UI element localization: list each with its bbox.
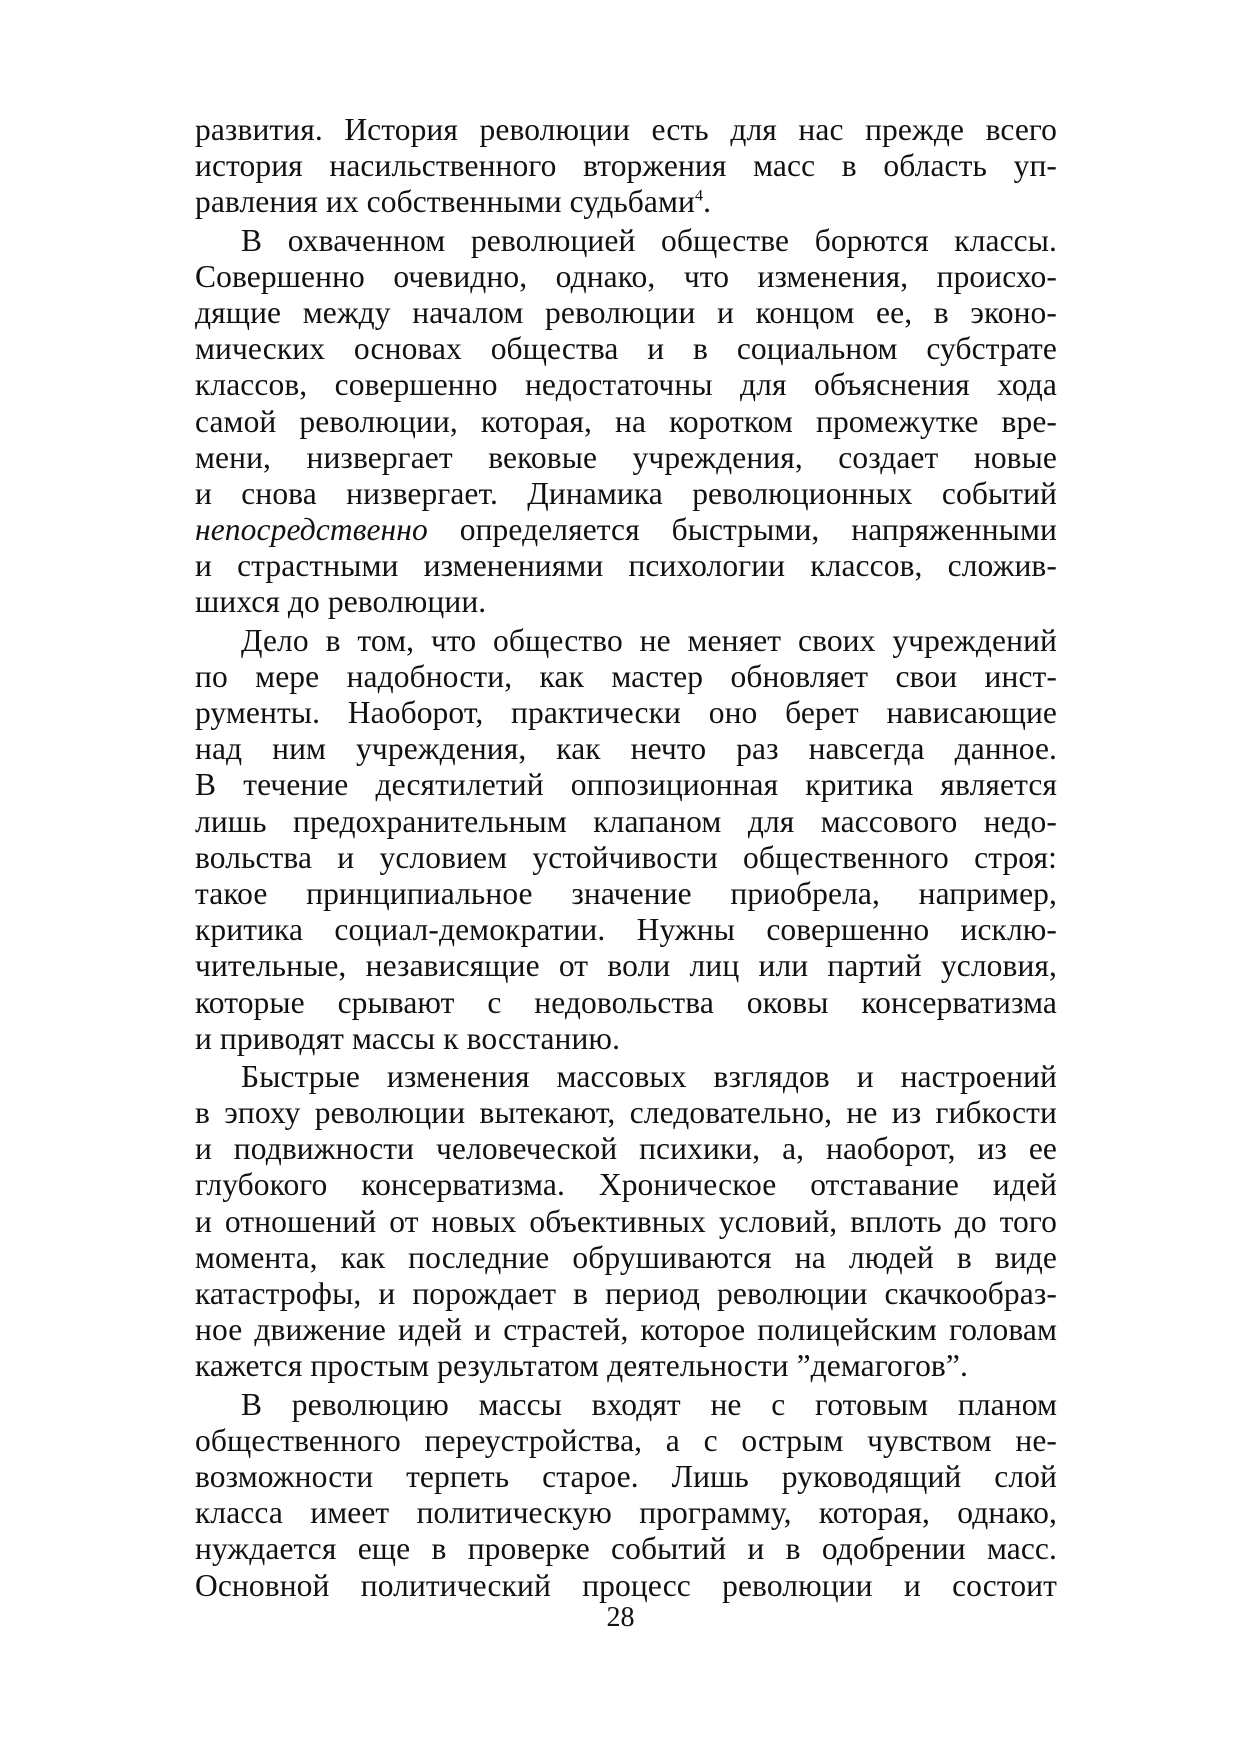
text-line: самой революции, которая, на коротком промежутке вре- (195, 403, 1057, 439)
text-line: шихся до революции. (195, 584, 487, 620)
emphasized-word: непосредственно (195, 512, 428, 548)
text-line: такое принципиальное значение приобрела, например, (195, 875, 1057, 911)
text-line: вольства и условием устойчивости общественного строя: (195, 839, 1057, 875)
text-line: и отношений от новых объективных условий, вплоть до того (195, 1203, 1057, 1239)
text-line: рументы. Наоборот, практически оно берет нависающие (195, 695, 1057, 730)
text-line: В революцию массы входят не с готовым планом (241, 1386, 1057, 1422)
text-line: В течение десятилетий оппозиционная критика является (195, 767, 1057, 803)
text-line: кажется простым результатом деятельности ”демагогов”. (195, 1348, 968, 1384)
page-number: 28 (606, 1602, 635, 1633)
text-line: Дело в том, что общество не меняет своих учреждений (241, 622, 1057, 658)
text-line: В охваченном революцией обществе борются классы. (241, 222, 1057, 258)
text-line: дящие между началом революции и концом ее, в эконо- (195, 294, 1057, 330)
text-line: ное движение идей и страстей, которое полицейским головам (195, 1312, 1057, 1348)
text-line: по мере надобности, как мастер обновляет свои инст- (195, 658, 1057, 694)
text-line: Совершенно очевидно, однако, что изменения, происхо- (195, 258, 1057, 294)
text-line: чительные, независящие от воли лиц или партий условия, (195, 948, 1057, 984)
text-line: над ним учреждения, как нечто раз навсегда данное. (195, 731, 1057, 767)
text-line: катастрофы, и порождает в период революции скачкообраз- (195, 1276, 1057, 1311)
text-line (195, 184, 1057, 220)
text-line: момента, как последние обрушиваются на людей в виде (195, 1239, 1057, 1275)
page-body (195, 112, 1057, 1604)
text-line: мени, низвергает вековые учреждения, создает новые (195, 439, 1057, 475)
text-line: и страстными изменениями психологии классов, сложив- (195, 548, 1057, 584)
footnote-reference[interactable]: 4 (695, 187, 704, 205)
paragraph-3 (195, 623, 1057, 1057)
paragraph-2 (195, 223, 1057, 621)
text-line: развития. История революции есть для нас прежде всего (195, 112, 1057, 147)
paragraph-4 (195, 1059, 1057, 1385)
text-line: лишь предохранительным клапаном для массового недо- (195, 803, 1057, 839)
text-line: и приводят массы к восстанию. (195, 1020, 621, 1056)
text-line: нуждается еще в проверке событий и в одобрении масс. (195, 1531, 1057, 1567)
text-line: и снова низвергает. Динамика революционных событий (195, 475, 1057, 511)
text-line: Быстрые изменения массовых взглядов и настроений (241, 1058, 1057, 1094)
text-line: и подвижности человеческой психики, а, наоборот, из ее (195, 1131, 1057, 1167)
text-line (195, 512, 1057, 548)
text-line: классов, совершенно недостаточны для объяснения хода (195, 367, 1057, 403)
paragraph-1 (195, 112, 1057, 221)
text-line: в эпоху революции вытекают, следовательно, не из гибкости (195, 1095, 1057, 1131)
text-line-content: равления их собственными судьбами (195, 184, 695, 220)
sentence-end: . (703, 184, 712, 220)
text-line: мических основах общества и в социальном субстрате (195, 331, 1057, 367)
text-line: история насильственного вторжения масс в область уп- (195, 148, 1057, 184)
text-line: критика социал-демократии. Нужны совершенно исклю- (195, 912, 1057, 948)
text-line: общественного переустройства, а с острым чувством не- (195, 1422, 1057, 1458)
paragraph-5 (195, 1387, 1057, 1604)
text-line: которые срывают с недовольства оковы консерватизма (195, 984, 1057, 1020)
text-line-content: определяется быстрыми, напряженными (427, 512, 1057, 548)
text-line: класса имеет политическую программу, которая, однако, (195, 1495, 1057, 1531)
text-line: глубокого консерватизма. Хроническое отставание идей (195, 1167, 1057, 1203)
text-line: Основной политический процесс революции и состоит (195, 1567, 1057, 1603)
text-line: возможности терпеть старое. Лишь руководящий слой (195, 1458, 1057, 1494)
